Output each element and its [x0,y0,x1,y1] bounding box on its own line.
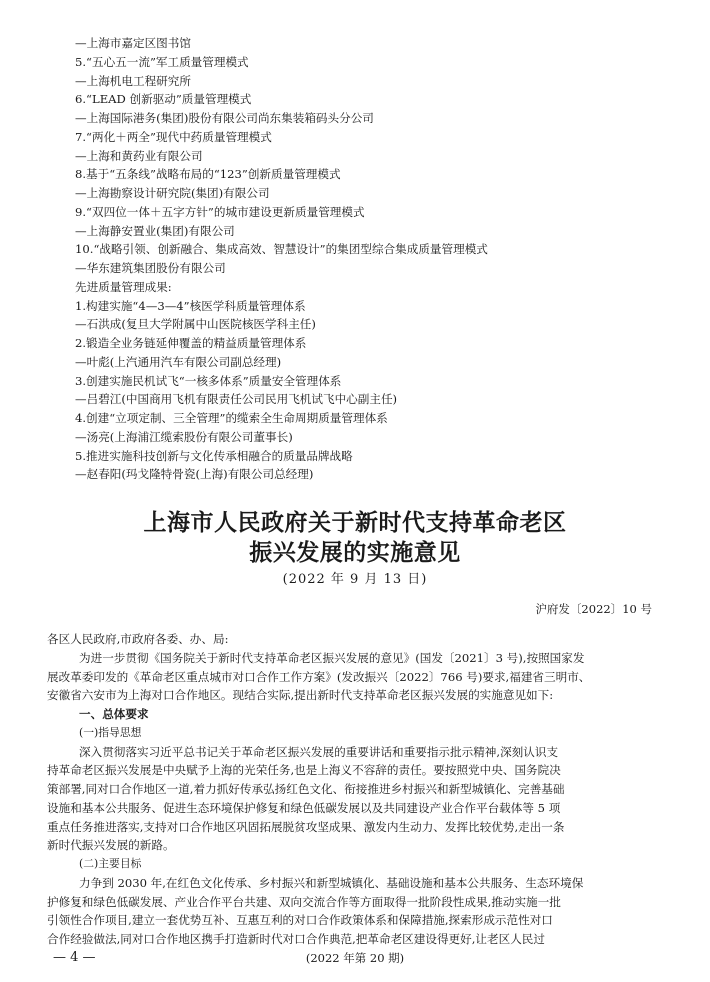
salutation: 各区人民政府,市政府各委、办、局: [47,632,229,646]
list-item: —上海机电工程研究所 [75,73,191,88]
list-item: 1.构建实施“4—3—4”核医学科质量管理体系 [75,298,306,313]
award-list [75,34,675,484]
list-item: —汤亮(上海浦江缆索股份有限公司董事长) [75,429,293,444]
list-item: 5.“五心五一流”军工质量管理模式 [75,54,249,69]
list-item: 7.“两化＋两全”现代中药质量管理模式 [75,129,272,144]
paragraph-line: 合作经验做法,同对口合作地区携手打造新时代对口合作典范,把革命老区建设得更好,让老区人民过 [47,932,545,946]
paragraph-line: 策部署,同对口合作地区一道,着力抓好传承弘扬红色文化、衔接推进乡村振兴和新型城镇化、完善基础 [47,782,565,796]
document-title-line2: 振兴发展的实施意见 [249,539,461,566]
paragraph-line: 设施和基本公共服务、促进生态环境保护修复和绿色低碳发展以及共同建设产业合作平台载体等 5 项 [47,800,561,815]
document-number: 沪府发〔2022〕10 号 [535,602,652,616]
subsection-heading: (二)主要目标 [79,857,142,870]
list-item: 4.创建“立项定制、三全管理”的缆索全生命周期质量管理体系 [75,411,388,425]
section-heading: 一、总体要求 [79,707,149,721]
paragraph-line: 护修复和绿色低碳发展、产业合作平台共建、双向交流合作等方面取得一批阶段性成果,推动实施一批 [47,894,561,909]
paragraph-line: 安徽省六安市为上海对口合作地区。现结合实际,提出新时代支持革命老区振兴发展的实施意见如下: [47,688,554,703]
paragraph-line: 引领性合作项目,建立一套优势互补、互惠互利的对口合作政策体系和保障措施,探索形成示范性对口 [47,913,553,928]
paragraph-line: 力争到 2030 年,在红色文化传承、乡村振兴和新型城镇化、基础设施和基本公共服务、生态环境保 [79,875,584,890]
list-item: —吕碧江(中国商用飞机有限责任公司民用飞机试飞中心副主任) [75,392,398,407]
list-item: 5.推进实施科技创新与文化传承相融合的质量品牌战略 [75,448,353,463]
list-item: 10.“战略引领、创新融合、集成高效、智慧设计”的集团型综合集成质量管理模式 [75,242,488,257]
paragraph-line: 持革命老区振兴发展是中央赋予上海的光荣任务,也是上海义不容辞的责任。要按照党中央、国务院决 [47,763,561,778]
list-item: —华东建筑集团股份有限公司 [75,261,226,275]
paragraph-line: 展改革委印发的《革命老区重点城市对口合作工作方案》(发改振兴〔2022〕766 号)要求,福建省三明市、 [47,669,591,684]
list-item: —石洪成(复旦大学附属中山医院核医学科主任) [75,317,316,332]
list-item: —赵春阳(玛戈隆特骨瓷(上海)有限公司总经理) [75,467,314,482]
paragraph-line: 重点任务推进落实,支持对口合作地区巩固拓展脱贫攻坚成果、激发内生动力、发挥比较优势,走出一条 [47,819,565,834]
list-item: 8.基于“五条线”战略布局的“123”创新质量管理模式 [75,167,341,182]
paragraph-line: 为进一步贯彻《国务院关于新时代支持革命老区振兴发展的意见》(国发〔2021〕3 号),按照国家发 [79,650,585,665]
list-item: 3.创建实施民机试飞“一核多体系”质量安全管理体系 [75,373,342,388]
list-heading: 先进质量管理成果: [75,279,172,294]
subsection-heading: (一)指导思想 [79,725,142,739]
list-item: —上海和黄药业有限公司 [75,148,203,163]
list-item: —上海勘察设计研究院(集团)有限公司 [75,186,270,200]
page-number: — 4 — [53,950,96,965]
list-item: —上海市嘉定区图书馆 [75,36,191,50]
document-body [47,630,662,949]
document-title-block [0,508,710,590]
document-date: (2022 年 9 月 13 日) [282,572,428,587]
list-item: —叶彪(上汽通用汽车有限公司副总经理) [75,354,282,369]
issue-label: (2022 年第 20 期) [305,951,405,965]
list-item: 9.“双四位一体＋五字方针”的城市建设更新质量管理模式 [75,204,365,219]
list-item: —上海国际港务(集团)股份有限公司尚东集装箱码头分公司 [75,111,374,125]
list-item: 6.“LEAD 创新驱动”质量管理模式 [75,92,252,107]
list-item: 2.锻造全业务链延伸覆盖的精益质量管理体系 [75,336,307,350]
paragraph-line: 新时代振兴发展的新路。 [47,838,175,853]
list-item: —上海静安置业(集团)有限公司 [75,223,235,238]
paragraph-line: 深入贯彻落实习近平总书记关于革命老区振兴发展的重要讲话和重要指示批示精神,深刻认识支 [79,744,559,759]
document-title-line1: 上海市人民政府关于新时代支持革命老区 [143,509,567,536]
